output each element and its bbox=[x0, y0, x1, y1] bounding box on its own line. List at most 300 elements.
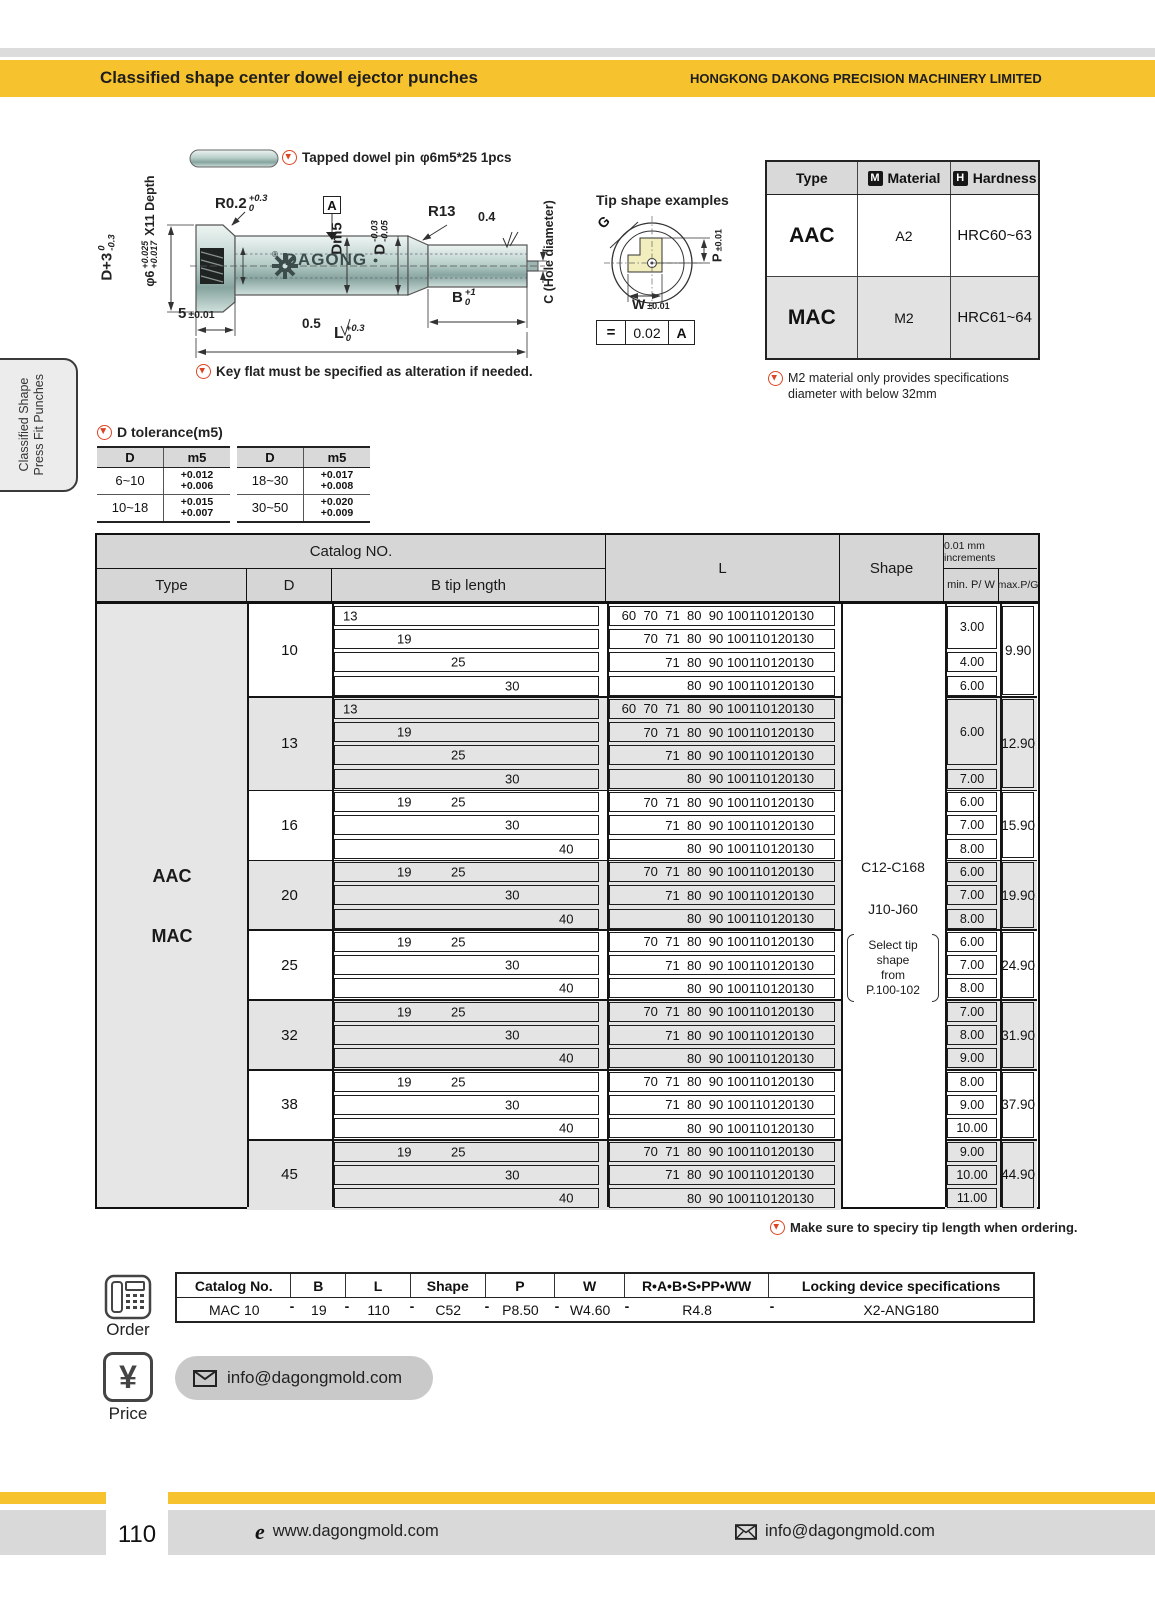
group-separator bbox=[945, 790, 1037, 792]
max-pg-cell: 44.90 bbox=[1002, 1142, 1034, 1208]
group-separator bbox=[247, 999, 841, 1001]
l-value: 130 bbox=[792, 841, 814, 857]
group-separator bbox=[945, 860, 1037, 862]
order-value: 19 bbox=[311, 1301, 327, 1318]
order-header: P bbox=[486, 1274, 556, 1297]
l-value: 90 bbox=[708, 747, 724, 763]
l-value: 90 bbox=[708, 1097, 724, 1113]
l-values-cell bbox=[609, 839, 835, 859]
tolerance-values: +0.012 +0.006 bbox=[180, 469, 214, 492]
dim-finish-04: 0.4 bbox=[478, 210, 496, 224]
l-value: 120 bbox=[770, 631, 793, 647]
l-value: 90 bbox=[708, 1050, 724, 1066]
l-values-cell bbox=[609, 722, 835, 742]
l-value: 80 bbox=[687, 1190, 702, 1206]
b-tip-value: 40 bbox=[559, 911, 574, 927]
l-values-cell bbox=[609, 676, 835, 696]
l-value: 80 bbox=[687, 1097, 702, 1113]
l-value: 120 bbox=[770, 654, 793, 670]
l-value: 100 bbox=[726, 1050, 749, 1066]
l-value: 71 bbox=[665, 957, 680, 973]
l-values-cell bbox=[609, 955, 835, 975]
l-value: 80 bbox=[687, 701, 702, 717]
l-value: 70 bbox=[643, 864, 658, 880]
l-value: 130 bbox=[792, 1097, 814, 1113]
b-tip-value: 30 bbox=[505, 678, 520, 694]
material-row-material: M2 bbox=[858, 277, 952, 358]
min-pw-cell: 8.00 bbox=[947, 839, 997, 859]
header-min-pw: min. P/ W bbox=[943, 569, 998, 601]
l-value: 90 bbox=[708, 724, 724, 740]
l-value: 100 bbox=[726, 817, 749, 833]
dowel-pin-note bbox=[282, 150, 511, 165]
b-tip-value: 40 bbox=[559, 1050, 574, 1066]
warning-icon bbox=[196, 364, 211, 379]
b-tip-cell bbox=[334, 815, 599, 835]
l-value: 100 bbox=[726, 701, 749, 717]
l-value: 60 bbox=[621, 608, 637, 624]
tolerance-table-2: D m5 18~30 +0.017 +0.008 30~50 +0.020 +0.009 bbox=[237, 446, 370, 523]
min-pw-cell: 11.00 bbox=[947, 1188, 997, 1208]
l-value: 100 bbox=[726, 1120, 749, 1136]
l-values-cell bbox=[609, 652, 835, 672]
b-tip-value: 19 bbox=[397, 934, 412, 950]
l-values-cell bbox=[609, 978, 835, 998]
material-row-hardness: HRC61~64 bbox=[957, 309, 1032, 326]
d-value: 16 bbox=[281, 816, 298, 834]
b-tip-value: 40 bbox=[559, 980, 574, 996]
l-value: 110 bbox=[749, 1190, 770, 1206]
l-value: 80 bbox=[687, 747, 702, 763]
l-value: 80 bbox=[687, 608, 702, 624]
b-tip-value: 25 bbox=[451, 1004, 466, 1020]
order-header: B bbox=[291, 1274, 346, 1297]
tolerance-range: 10~18 bbox=[97, 495, 164, 521]
order-dash: - bbox=[409, 1298, 415, 1314]
l-value: 100 bbox=[726, 1097, 749, 1113]
b-tip-cell bbox=[334, 1025, 599, 1045]
tolerance-values: +0.015 +0.007 bbox=[180, 496, 214, 519]
b-tip-value: 30 bbox=[505, 1167, 520, 1183]
b-tip-cell bbox=[334, 676, 599, 696]
l-value: 130 bbox=[792, 654, 814, 670]
group-separator bbox=[247, 1139, 841, 1141]
l-value: 90 bbox=[708, 817, 724, 833]
l-value: 130 bbox=[792, 980, 814, 996]
l-value: 120 bbox=[770, 980, 793, 996]
l-value: 80 bbox=[687, 794, 702, 810]
l-value: 120 bbox=[770, 887, 793, 903]
b-tip-value: 30 bbox=[505, 957, 520, 973]
l-values-cell bbox=[609, 932, 835, 952]
order-header: L bbox=[346, 1274, 411, 1297]
price-label: Price bbox=[108, 1404, 148, 1423]
l-value: 90 bbox=[708, 957, 724, 973]
l-value: 120 bbox=[770, 794, 793, 810]
tip-p-label: P ±0.01 bbox=[709, 228, 725, 263]
min-pw-cell: 4.00 bbox=[947, 652, 997, 672]
l-value: 80 bbox=[687, 654, 702, 670]
top-gray-strip bbox=[0, 48, 1155, 57]
l-value: 120 bbox=[770, 608, 793, 624]
footer-website[interactable]: e www.dagongmold.com bbox=[255, 1518, 439, 1544]
l-values-cell bbox=[609, 815, 835, 835]
order-value: X2-ANG180 bbox=[863, 1301, 939, 1318]
order-dash: - bbox=[624, 1298, 630, 1314]
b-tip-value: 25 bbox=[451, 1074, 466, 1090]
b-tip-cell bbox=[334, 792, 599, 812]
order-header: Catalog No. bbox=[177, 1274, 291, 1297]
b-tip-cell bbox=[334, 909, 599, 929]
l-value: 80 bbox=[687, 980, 702, 996]
l-value: 130 bbox=[792, 887, 814, 903]
dowel-note-text: Tapped dowel pin bbox=[302, 150, 415, 165]
tolerance-range: 18~30 bbox=[237, 468, 304, 494]
l-value: 90 bbox=[708, 701, 724, 717]
main-table-body bbox=[95, 603, 1040, 1209]
b-tip-value: 30 bbox=[505, 1097, 520, 1113]
b-tip-cell bbox=[334, 1072, 599, 1092]
type-column bbox=[97, 604, 247, 1207]
l-value: 120 bbox=[770, 864, 793, 880]
column-divider bbox=[841, 604, 843, 1207]
dowel-note-spec: φ6m5*25 1pcs bbox=[420, 150, 512, 165]
d-value: 45 bbox=[281, 1166, 298, 1184]
l-value: 71 bbox=[665, 1167, 680, 1183]
d-value: 25 bbox=[281, 956, 298, 974]
l-value: 110 bbox=[749, 1167, 770, 1183]
l-value: 80 bbox=[687, 631, 702, 647]
l-value: 130 bbox=[792, 1050, 814, 1066]
l-value: 100 bbox=[726, 631, 749, 647]
dim-d-tolerance: D -0.03 -0.05 bbox=[369, 220, 390, 255]
l-value: 110 bbox=[749, 1004, 770, 1020]
l-value: 90 bbox=[708, 1190, 724, 1206]
b-tip-cell bbox=[334, 862, 599, 882]
l-value: 71 bbox=[665, 934, 680, 950]
header-b-tip-length: B tip length bbox=[331, 569, 605, 601]
max-pg-cell: 31.90 bbox=[1002, 1002, 1034, 1068]
envelope-icon bbox=[735, 1524, 757, 1540]
l-value: 120 bbox=[770, 911, 793, 927]
tolerance-title: D tolerance(m5) bbox=[97, 424, 223, 440]
material-note: M2 material only provides specifications diameter with below 32mm bbox=[768, 370, 1009, 402]
l-value: 80 bbox=[687, 1074, 702, 1090]
l-value: 110 bbox=[749, 911, 770, 927]
l-value: 100 bbox=[726, 678, 749, 694]
l-value: 80 bbox=[687, 1167, 702, 1183]
l-value: 71 bbox=[665, 794, 680, 810]
l-values-cell bbox=[609, 629, 835, 649]
dim-d-plus-3: D+3 0 -0.3 bbox=[96, 234, 117, 281]
l-value: 71 bbox=[665, 1004, 680, 1020]
order-header: Shape bbox=[411, 1274, 486, 1297]
group-separator bbox=[247, 696, 841, 698]
min-pw-cell: 6.00 bbox=[947, 932, 997, 952]
max-pg-cell: 19.90 bbox=[1002, 862, 1034, 928]
min-pw-cell: 8.00 bbox=[947, 978, 997, 998]
l-value: 120 bbox=[770, 1167, 793, 1183]
material-icon: M bbox=[868, 171, 883, 186]
l-value: 110 bbox=[749, 724, 770, 740]
column-divider bbox=[332, 604, 334, 1207]
dim-c-hole: C (Hole diameter) bbox=[542, 200, 556, 304]
column-divider bbox=[607, 604, 609, 1207]
tolerance-values: +0.017 +0.008 bbox=[320, 469, 354, 492]
b-tip-value: 19 bbox=[397, 631, 412, 647]
l-value: 70 bbox=[643, 608, 658, 624]
dim-b: B +1 0 bbox=[452, 287, 476, 308]
group-separator bbox=[945, 929, 1037, 931]
l-value: 100 bbox=[726, 934, 749, 950]
group-separator bbox=[945, 1069, 1037, 1071]
l-values-cell bbox=[609, 1118, 835, 1138]
shape-code: C12-C168 bbox=[861, 859, 925, 875]
type-label-mac: MAC bbox=[151, 926, 193, 946]
l-value: 90 bbox=[708, 794, 724, 810]
l-value: 110 bbox=[749, 841, 770, 857]
company-name: HONGKONG DAKONG PRECISION MACHINERY LIMITED bbox=[690, 71, 1042, 86]
b-tip-value: 40 bbox=[559, 1120, 574, 1136]
fax-icon bbox=[103, 1270, 153, 1322]
l-value: 110 bbox=[749, 864, 770, 880]
l-value: 120 bbox=[770, 724, 793, 740]
l-value: 70 bbox=[643, 794, 658, 810]
b-tip-value: 25 bbox=[451, 654, 466, 670]
b-tip-value: 30 bbox=[505, 1027, 520, 1043]
b-tip-cell bbox=[334, 955, 599, 975]
l-value: 80 bbox=[687, 887, 702, 903]
b-tip-cell bbox=[334, 722, 599, 742]
order-header: R•A•B•S•PP•WW bbox=[625, 1274, 769, 1297]
order-header: W bbox=[555, 1274, 625, 1297]
header-d: D bbox=[246, 569, 331, 601]
l-value: 90 bbox=[708, 934, 724, 950]
l-value: 71 bbox=[665, 747, 680, 763]
l-value: 110 bbox=[749, 701, 770, 717]
l-values-cell bbox=[609, 909, 835, 929]
brand-logo: ® DAGONG ● bbox=[272, 250, 380, 269]
order-header: Locking device specifications bbox=[801, 1277, 1001, 1294]
l-value: 130 bbox=[792, 911, 814, 927]
bracket-right bbox=[932, 934, 939, 1002]
l-value: 110 bbox=[749, 934, 770, 950]
order-dash: - bbox=[554, 1298, 560, 1314]
l-value: 100 bbox=[726, 1190, 749, 1206]
min-pw-cell: 6.00 bbox=[947, 792, 997, 812]
l-values-cell bbox=[609, 745, 835, 765]
l-value: 70 bbox=[643, 724, 658, 740]
l-value: 100 bbox=[726, 1027, 749, 1043]
header-increments: 0.01 mm increments bbox=[943, 535, 1037, 569]
l-value: 90 bbox=[708, 887, 724, 903]
l-value: 80 bbox=[687, 1004, 702, 1020]
min-pw-cell: 7.00 bbox=[947, 815, 997, 835]
l-value: 90 bbox=[708, 980, 724, 996]
l-value: 100 bbox=[726, 608, 749, 624]
l-value: 120 bbox=[770, 957, 793, 973]
d-value: 20 bbox=[281, 886, 298, 904]
l-value: 120 bbox=[770, 701, 793, 717]
l-value: 90 bbox=[708, 678, 724, 694]
l-value: 70 bbox=[643, 701, 658, 717]
header-max-pg: max.P/G bbox=[998, 569, 1037, 601]
l-value: 130 bbox=[792, 1074, 814, 1090]
l-value: 71 bbox=[665, 887, 680, 903]
l-value: 100 bbox=[726, 1167, 749, 1183]
side-tab[interactable] bbox=[0, 358, 78, 492]
l-value: 130 bbox=[792, 934, 814, 950]
l-value: 130 bbox=[792, 957, 814, 973]
material-row-material: A2 bbox=[858, 195, 952, 276]
l-values-cell bbox=[609, 1188, 835, 1208]
l-value: 110 bbox=[749, 887, 770, 903]
order-dash: - bbox=[769, 1298, 775, 1314]
dim-r02: R0.2 +0.3 0 bbox=[215, 193, 268, 214]
group-separator bbox=[945, 1139, 1037, 1141]
l-value: 80 bbox=[687, 771, 702, 787]
b-tip-cell bbox=[334, 1118, 599, 1138]
l-value: 100 bbox=[726, 911, 749, 927]
l-value: 90 bbox=[708, 608, 724, 624]
min-pw-cell: 9.00 bbox=[947, 1048, 997, 1068]
b-tip-value: 30 bbox=[505, 817, 520, 833]
b-tip-cell bbox=[334, 769, 599, 789]
l-value: 80 bbox=[687, 1027, 702, 1043]
l-value: 90 bbox=[708, 1074, 724, 1090]
l-value: 71 bbox=[665, 1144, 680, 1160]
l-value: 80 bbox=[687, 1050, 702, 1066]
l-value: 110 bbox=[749, 771, 770, 787]
order-value: MAC 10 bbox=[208, 1301, 260, 1318]
l-value: 110 bbox=[749, 1120, 770, 1136]
min-pw-cell: 8.00 bbox=[947, 1072, 997, 1092]
l-values-cell bbox=[609, 699, 835, 719]
dim-phi6: φ6 +0.025 +0.017 X11 Depth bbox=[140, 175, 159, 287]
min-pw-cell: 8.00 bbox=[947, 1025, 997, 1045]
browser-icon: e bbox=[255, 1518, 265, 1544]
l-value: 110 bbox=[749, 608, 770, 624]
l-value: 80 bbox=[687, 1144, 702, 1160]
dim-r13: R13 bbox=[428, 203, 456, 220]
side-tab-line2: Press Fit Punches bbox=[32, 374, 46, 476]
b-tip-cell bbox=[334, 1002, 599, 1022]
l-value: 110 bbox=[749, 794, 770, 810]
l-value: 90 bbox=[708, 1167, 724, 1183]
feature-control-frame: = 0.02 A bbox=[596, 320, 695, 345]
l-value: 130 bbox=[792, 1004, 814, 1020]
l-value: 130 bbox=[792, 1120, 814, 1136]
l-value: 70 bbox=[643, 1074, 658, 1090]
l-value: 80 bbox=[687, 864, 702, 880]
l-value: 71 bbox=[665, 817, 680, 833]
l-value: 70 bbox=[643, 631, 658, 647]
l-value: 120 bbox=[770, 678, 793, 694]
l-value: 110 bbox=[749, 678, 770, 694]
header-l: L bbox=[605, 535, 839, 601]
order-dash: - bbox=[484, 1298, 490, 1314]
l-value: 71 bbox=[665, 654, 680, 670]
warning-icon bbox=[282, 150, 297, 165]
l-value: 100 bbox=[726, 794, 749, 810]
b-tip-value: 19 bbox=[397, 1004, 412, 1020]
dim-5: 5 ±0.01 bbox=[178, 305, 215, 322]
warning-icon bbox=[768, 371, 783, 386]
group-separator bbox=[945, 696, 1037, 698]
l-value: 110 bbox=[749, 1097, 770, 1113]
email-text: info@dagongmold.com bbox=[227, 1368, 403, 1387]
page-title: Classified shape center dowel ejector punches bbox=[100, 68, 478, 87]
material-table bbox=[765, 160, 1040, 360]
b-tip-value: 25 bbox=[451, 864, 466, 880]
l-value: 71 bbox=[665, 1027, 680, 1043]
l-value: 100 bbox=[726, 957, 749, 973]
l-value: 120 bbox=[770, 1050, 793, 1066]
l-values-cell bbox=[609, 1095, 835, 1115]
l-value: 110 bbox=[749, 980, 770, 996]
shape-code: J10-J60 bbox=[868, 901, 918, 917]
b-tip-value: 19 bbox=[397, 724, 412, 740]
min-pw-cell: 8.00 bbox=[947, 909, 997, 929]
l-value: 90 bbox=[708, 631, 724, 647]
key-flat-note: Key flat must be specified as alteration if needed. bbox=[196, 364, 533, 379]
max-pg-cell: 24.90 bbox=[1002, 932, 1034, 998]
email-pill[interactable] bbox=[175, 1356, 433, 1400]
l-value: 80 bbox=[687, 678, 702, 694]
l-value: 71 bbox=[665, 608, 680, 624]
min-pw-cell: 10.00 bbox=[947, 1165, 997, 1185]
l-values-cell bbox=[609, 1165, 835, 1185]
b-tip-cell bbox=[334, 652, 599, 672]
material-header-hardness: H Hardness bbox=[951, 162, 1038, 194]
b-tip-value: 13 bbox=[343, 608, 358, 624]
min-pw-cell: 3.00 bbox=[947, 606, 997, 649]
b-tip-cell bbox=[334, 1095, 599, 1115]
footer-email[interactable]: info@dagongmold.com bbox=[735, 1522, 935, 1541]
material-row-hardness: HRC60~63 bbox=[957, 227, 1032, 244]
l-value: 90 bbox=[708, 1120, 724, 1136]
min-pw-cell: 7.00 bbox=[947, 955, 997, 975]
l-value: 120 bbox=[770, 841, 793, 857]
l-value: 90 bbox=[708, 864, 724, 880]
l-value: 71 bbox=[665, 631, 680, 647]
header-catalog-no: Catalog NO. bbox=[97, 535, 605, 569]
l-values-cell bbox=[609, 1072, 835, 1092]
l-values-cell bbox=[609, 792, 835, 812]
l-value: 110 bbox=[749, 1074, 770, 1090]
l-value: 60 bbox=[621, 701, 637, 717]
group-separator bbox=[247, 860, 841, 862]
b-tip-value: 40 bbox=[559, 1190, 574, 1206]
l-value: 100 bbox=[726, 1004, 749, 1020]
l-value: 80 bbox=[687, 1120, 702, 1136]
l-value: 130 bbox=[792, 864, 814, 880]
l-value: 80 bbox=[687, 957, 702, 973]
l-value: 110 bbox=[749, 1027, 770, 1043]
order-value: R4.8 bbox=[682, 1301, 712, 1318]
l-value: 130 bbox=[792, 1027, 814, 1043]
tip-g-label: G bbox=[594, 212, 613, 232]
order-table bbox=[175, 1272, 1035, 1323]
max-pg-cell: 12.90 bbox=[1002, 699, 1034, 788]
l-value: 130 bbox=[792, 701, 814, 717]
datum-a-box: A bbox=[323, 196, 341, 214]
header-shape: Shape bbox=[839, 535, 943, 601]
order-value: 110 bbox=[367, 1301, 390, 1318]
order-value: W4.60 bbox=[569, 1301, 611, 1318]
b-tip-value: 19 bbox=[397, 864, 412, 880]
main-table-header bbox=[95, 533, 1040, 603]
